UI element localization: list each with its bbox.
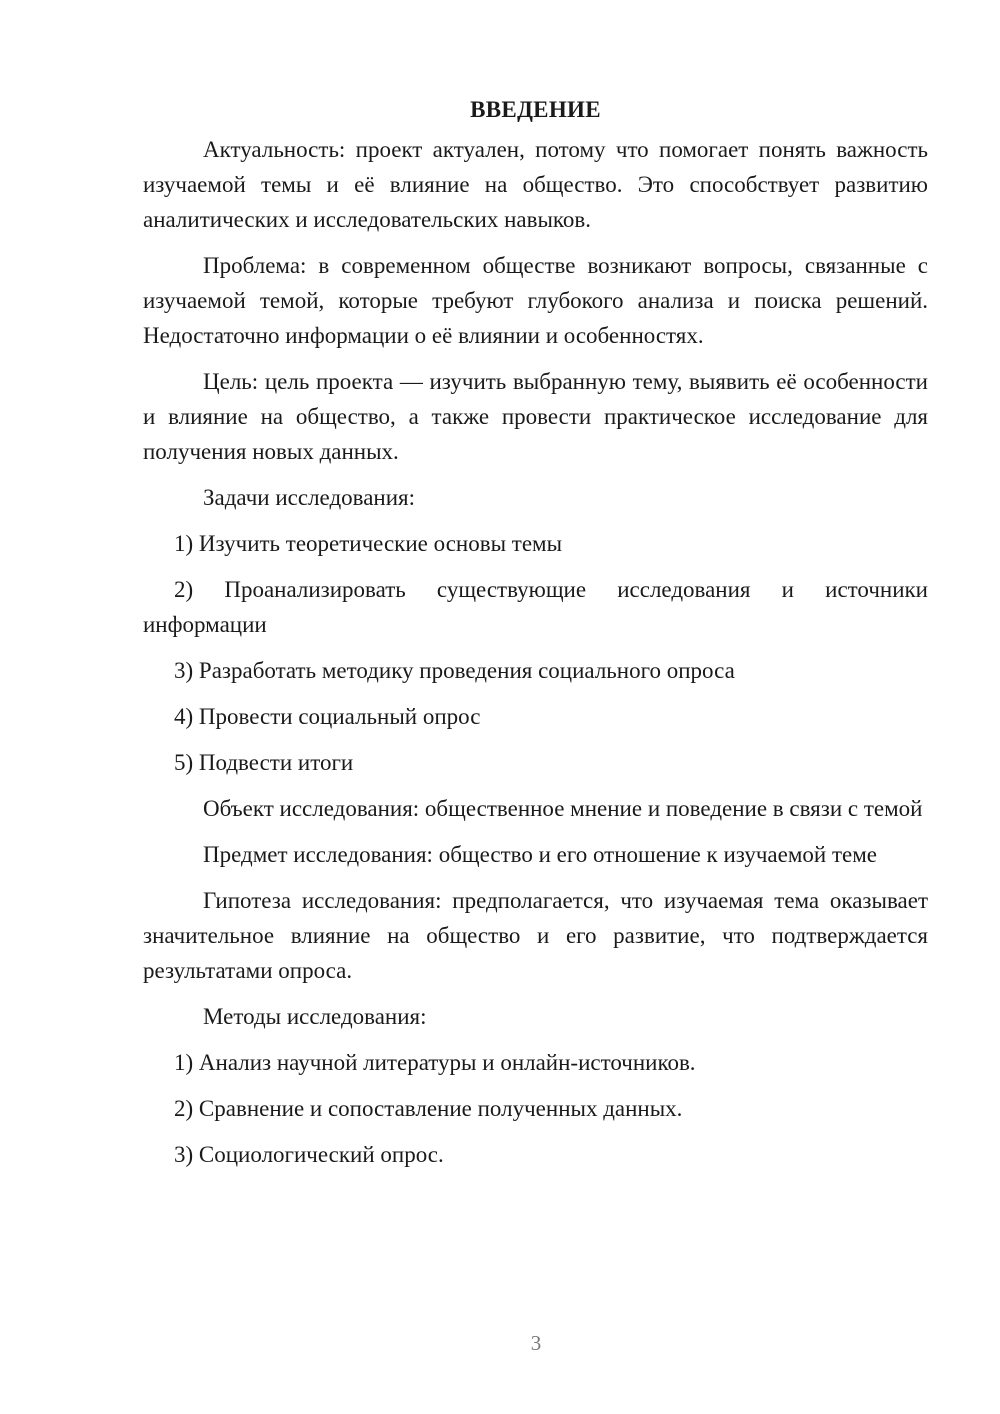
task-item: 5) Подвести итоги	[174, 750, 354, 775]
goal-paragraph: Цель: цель проекта — изучить выбранную тему, выявить её особенности и влияние на общество, а также провести практическое исследование для получения новых данных.	[143, 369, 928, 464]
method-item: 3) Социологический опрос.	[174, 1142, 444, 1167]
task-item: 1) Изучить теоретические основы темы	[174, 531, 563, 556]
method-item: 2) Сравнение и сопоставление полученных данных.	[174, 1096, 683, 1121]
problem-paragraph: Проблема: в современном обществе возникают вопросы, связанные с изучаемой темой, которые требуют глубокого анализа и поиска решений. Недостаточно информации о её влиянии и особенностях.	[143, 253, 928, 348]
hypothesis-paragraph: Гипотеза исследования: предполагается, что изучаемая тема оказывает значительное влияние на общество и его развитие, что подтверждается результатами опроса.	[143, 888, 928, 983]
page-number: 3	[530, 1331, 542, 1355]
relevance-paragraph: Актуальность: проект актуален, потому что помогает понять важность изучаемой темы и её влияние на общество. Это способствует развитию аналитических и исследовательских навыков.	[143, 137, 928, 232]
document-body	[143, 92, 928, 1183]
task-item: 4) Провести социальный опрос	[174, 704, 481, 729]
tasks-heading: Задачи исследования:	[203, 485, 416, 510]
method-item: 1) Анализ научной литературы и онлайн-источников.	[174, 1050, 696, 1075]
methods-heading: Методы исследования:	[203, 1004, 427, 1029]
task-item: 3) Разработать методику проведения социального опроса	[174, 658, 735, 683]
subject-paragraph: Предмет исследования: общество и его отношение к изучаемой теме	[203, 842, 877, 867]
object-paragraph: Объект исследования: общественное мнение и поведение в связи с темой	[203, 796, 923, 821]
task-item: 2) Проанализировать существующие исследования и источники информации	[143, 577, 928, 637]
section-title: ВВЕДЕНИЕ	[470, 97, 601, 122]
